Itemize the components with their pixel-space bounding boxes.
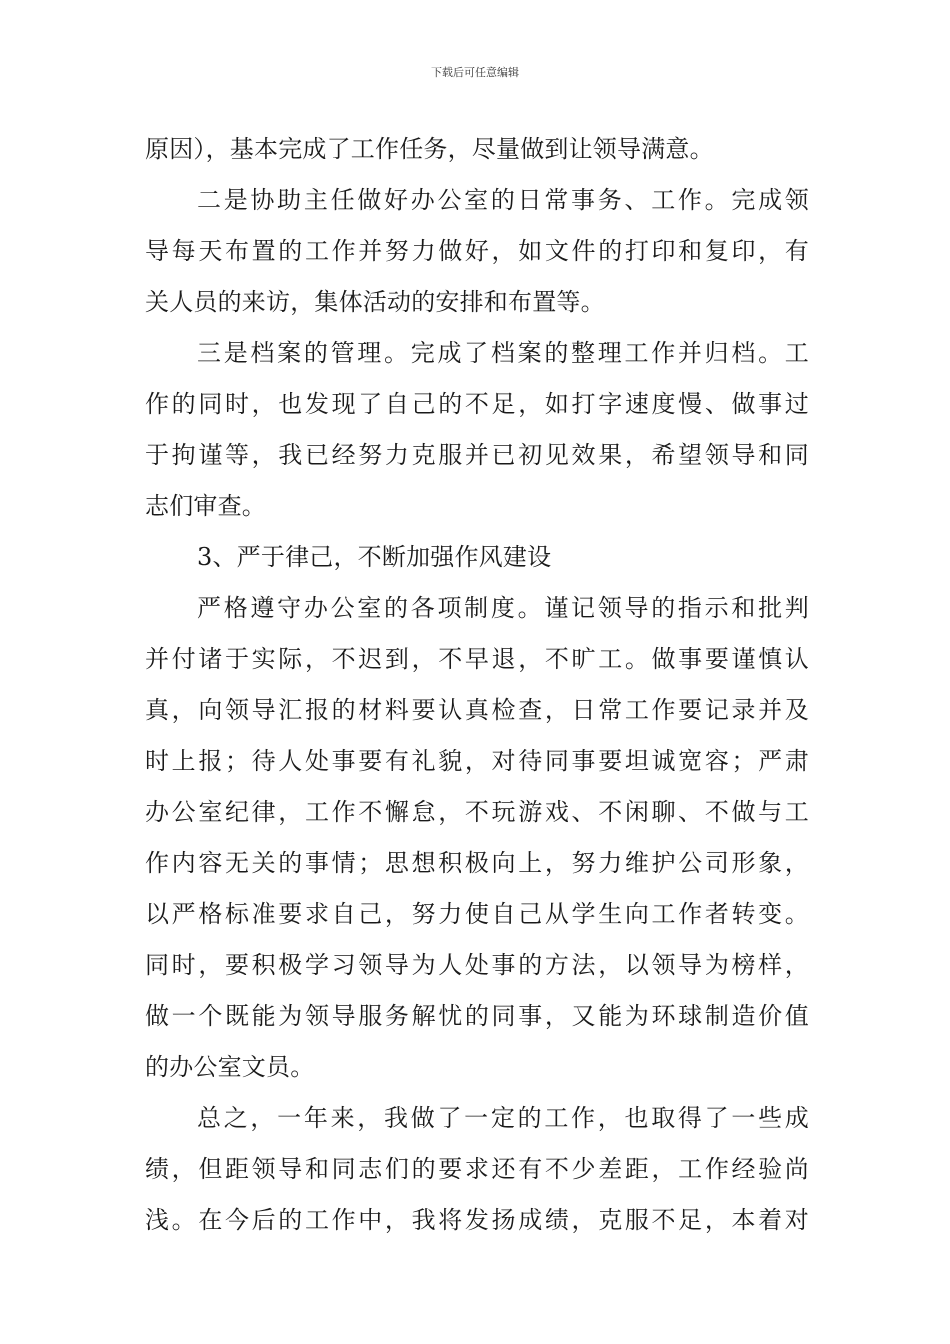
text-line: 以严格标准要求自己，努力使自己从学生向工作者转变。 [145, 900, 809, 928]
page-header-note: 下载后可任意编辑 [431, 66, 519, 79]
text-line: 真，向领导汇报的材料要认真检查，日常工作要记录并及 [145, 696, 809, 724]
text-line: 作的同时，也发现了自己的不足，如打字速度慢、做事过 [145, 390, 809, 418]
text-line: 的办公室文员。 [145, 1053, 315, 1081]
text-line: 浅。在今后的工作中，我将发扬成绩，克服不足，本着对 [145, 1206, 809, 1234]
text-line: 志们审查。 [145, 492, 266, 520]
text-line: 三是档案的管理。完成了档案的整理工作并归档。工 [197, 339, 809, 367]
text-line: 关人员的来访，集体活动的安排和布置等。 [145, 288, 605, 316]
text-line: 于拘谨等，我已经努力克服并已初见效果，希望领导和同 [145, 441, 809, 469]
text-line: 原因），基本完成了工作任务，尽量做到让领导满意。 [145, 135, 714, 163]
section-heading: 3、严于律己，不断加强作风建设 [197, 543, 552, 571]
text-line: 同时，要积极学习领导为人处事的方法，以领导为榜样， [145, 951, 809, 979]
text-line: 做一个既能为领导服务解忧的同事，又能为环球制造价值 [145, 1002, 809, 1030]
text-line: 作内容无关的事情；思想积极向上，努力维护公司形象， [145, 849, 809, 877]
text-line: 二是协助主任做好办公室的日常事务、工作。完成领 [197, 186, 809, 214]
text-line: 总之，一年来，我做了一定的工作，也取得了一些成 [197, 1104, 809, 1132]
text-line: 严格遵守办公室的各项制度。谨记领导的指示和批判 [197, 594, 809, 622]
text-line: 并付诸于实际，不迟到，不早退，不旷工。做事要谨慎认 [145, 645, 809, 673]
text-line: 办公室纪律，工作不懈怠，不玩游戏、不闲聊、不做与工 [145, 798, 809, 826]
document-body [145, 124, 809, 1246]
text-line: 时上报；待人处事要有礼貌，对待同事要坦诚宽容；严肃 [145, 747, 809, 775]
text-line: 绩，但距领导和同志们的要求还有不少差距，工作经验尚 [145, 1155, 809, 1183]
text-line: 导每天布置的工作并努力做好，如文件的打印和复印，有 [145, 237, 809, 265]
